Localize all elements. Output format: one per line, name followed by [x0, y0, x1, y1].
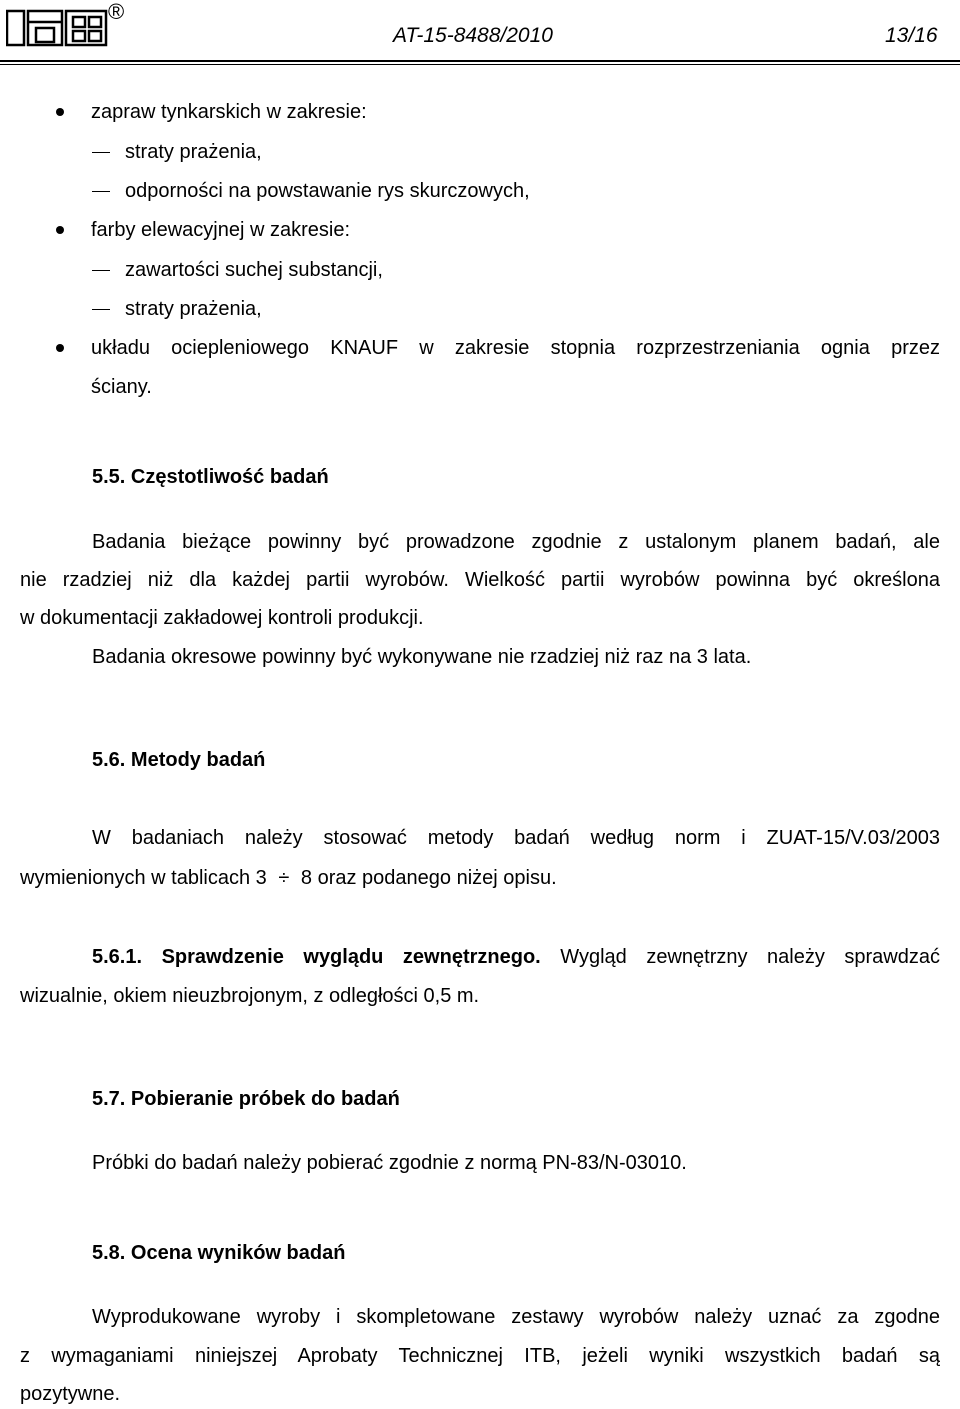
paragraph-line: w dokumentacji zakładowej kontroli produkcji. — [20, 607, 424, 629]
page-header — [0, 0, 960, 64]
itb-logo — [6, 8, 108, 48]
paragraph-line: wizualnie, okiem nieuzbrojonym, z odległości 0,5 m. — [20, 985, 480, 1007]
paragraph-line: z wymaganiami niniejszej Aprobaty Technicznej ITB, jeżeli wyniki wszystkich badań są — [20, 1345, 940, 1367]
page-number: 13/16 — [885, 24, 938, 47]
document-number: AT-15-8488/2010 — [393, 24, 553, 47]
paragraph-line: Wyprodukowane wyroby i skompletowane zestawy wyrobów należy uznać za zgodne — [92, 1306, 940, 1328]
dash-icon — [92, 309, 110, 310]
paragraph: Badania okresowe powinny być wykonywane nie rzadziej niż raz na 3 lata. — [92, 646, 752, 668]
bullet-icon — [56, 226, 64, 234]
list-subitem: odporności na powstawanie rys skurczowych, — [125, 180, 530, 202]
list-item: układu ociepleniowego KNAUF w zakresie stopnia rozprzestrzeniania ognia przez — [91, 337, 940, 359]
list-subitem: straty prażenia, — [125, 141, 262, 163]
paragraph-text: Wygląd zewnętrzny należy sprawdzać — [560, 946, 940, 968]
bullet-icon — [56, 344, 64, 352]
paragraph-text: 8 oraz podanego niżej opisu. — [300, 867, 557, 889]
paragraph-line: Badania bieżące powinny być prowadzone zgodnie z ustalonym planem badań, ale — [92, 531, 940, 553]
list-item: farby elewacyjnej w zakresie: — [91, 219, 350, 241]
list-subitem: straty prażenia, — [125, 298, 262, 320]
paragraph-line — [92, 945, 940, 969]
dash-icon — [92, 191, 110, 192]
list-subitem: zawartości suchej substancji, — [125, 259, 383, 281]
paragraph-line: pozytywne. — [20, 1383, 121, 1405]
list-item-continuation: ściany. — [91, 376, 152, 398]
registered-trademark-mark: ® — [108, 0, 125, 24]
paragraph-text: wymienionych w tablicach 3 — [20, 867, 267, 889]
paragraph-line — [20, 866, 557, 890]
section-heading: 5.7. Pobieranie próbek do badań — [92, 1088, 400, 1110]
paragraph-line: W badaniach należy stosować metody badań według norm i ZUAT-15/V.03/2003 — [92, 827, 940, 849]
section-heading: 5.6.1. Sprawdzenie wyglądu zewnętrznego. — [92, 946, 541, 968]
header-rule — [0, 60, 960, 62]
paragraph: Próbki do badań należy pobierać zgodnie z normą PN-83/N-03010. — [92, 1152, 687, 1174]
section-heading: 5.6. Metody badań — [92, 749, 266, 771]
range-symbol: ÷ — [278, 867, 290, 889]
section-heading: 5.5. Częstotliwość badań — [92, 466, 329, 488]
section-heading: 5.8. Ocena wyników badań — [92, 1242, 346, 1264]
dash-icon — [92, 152, 110, 153]
list-item: zapraw tynkarskich w zakresie: — [91, 101, 367, 123]
dash-icon — [92, 270, 110, 271]
header-rule-thin — [0, 64, 960, 65]
bullet-icon — [56, 108, 64, 116]
paragraph-line: nie rzadziej niż dla każdej partii wyrobów. Wielkość partii wyrobów powinna być określona — [20, 569, 940, 591]
